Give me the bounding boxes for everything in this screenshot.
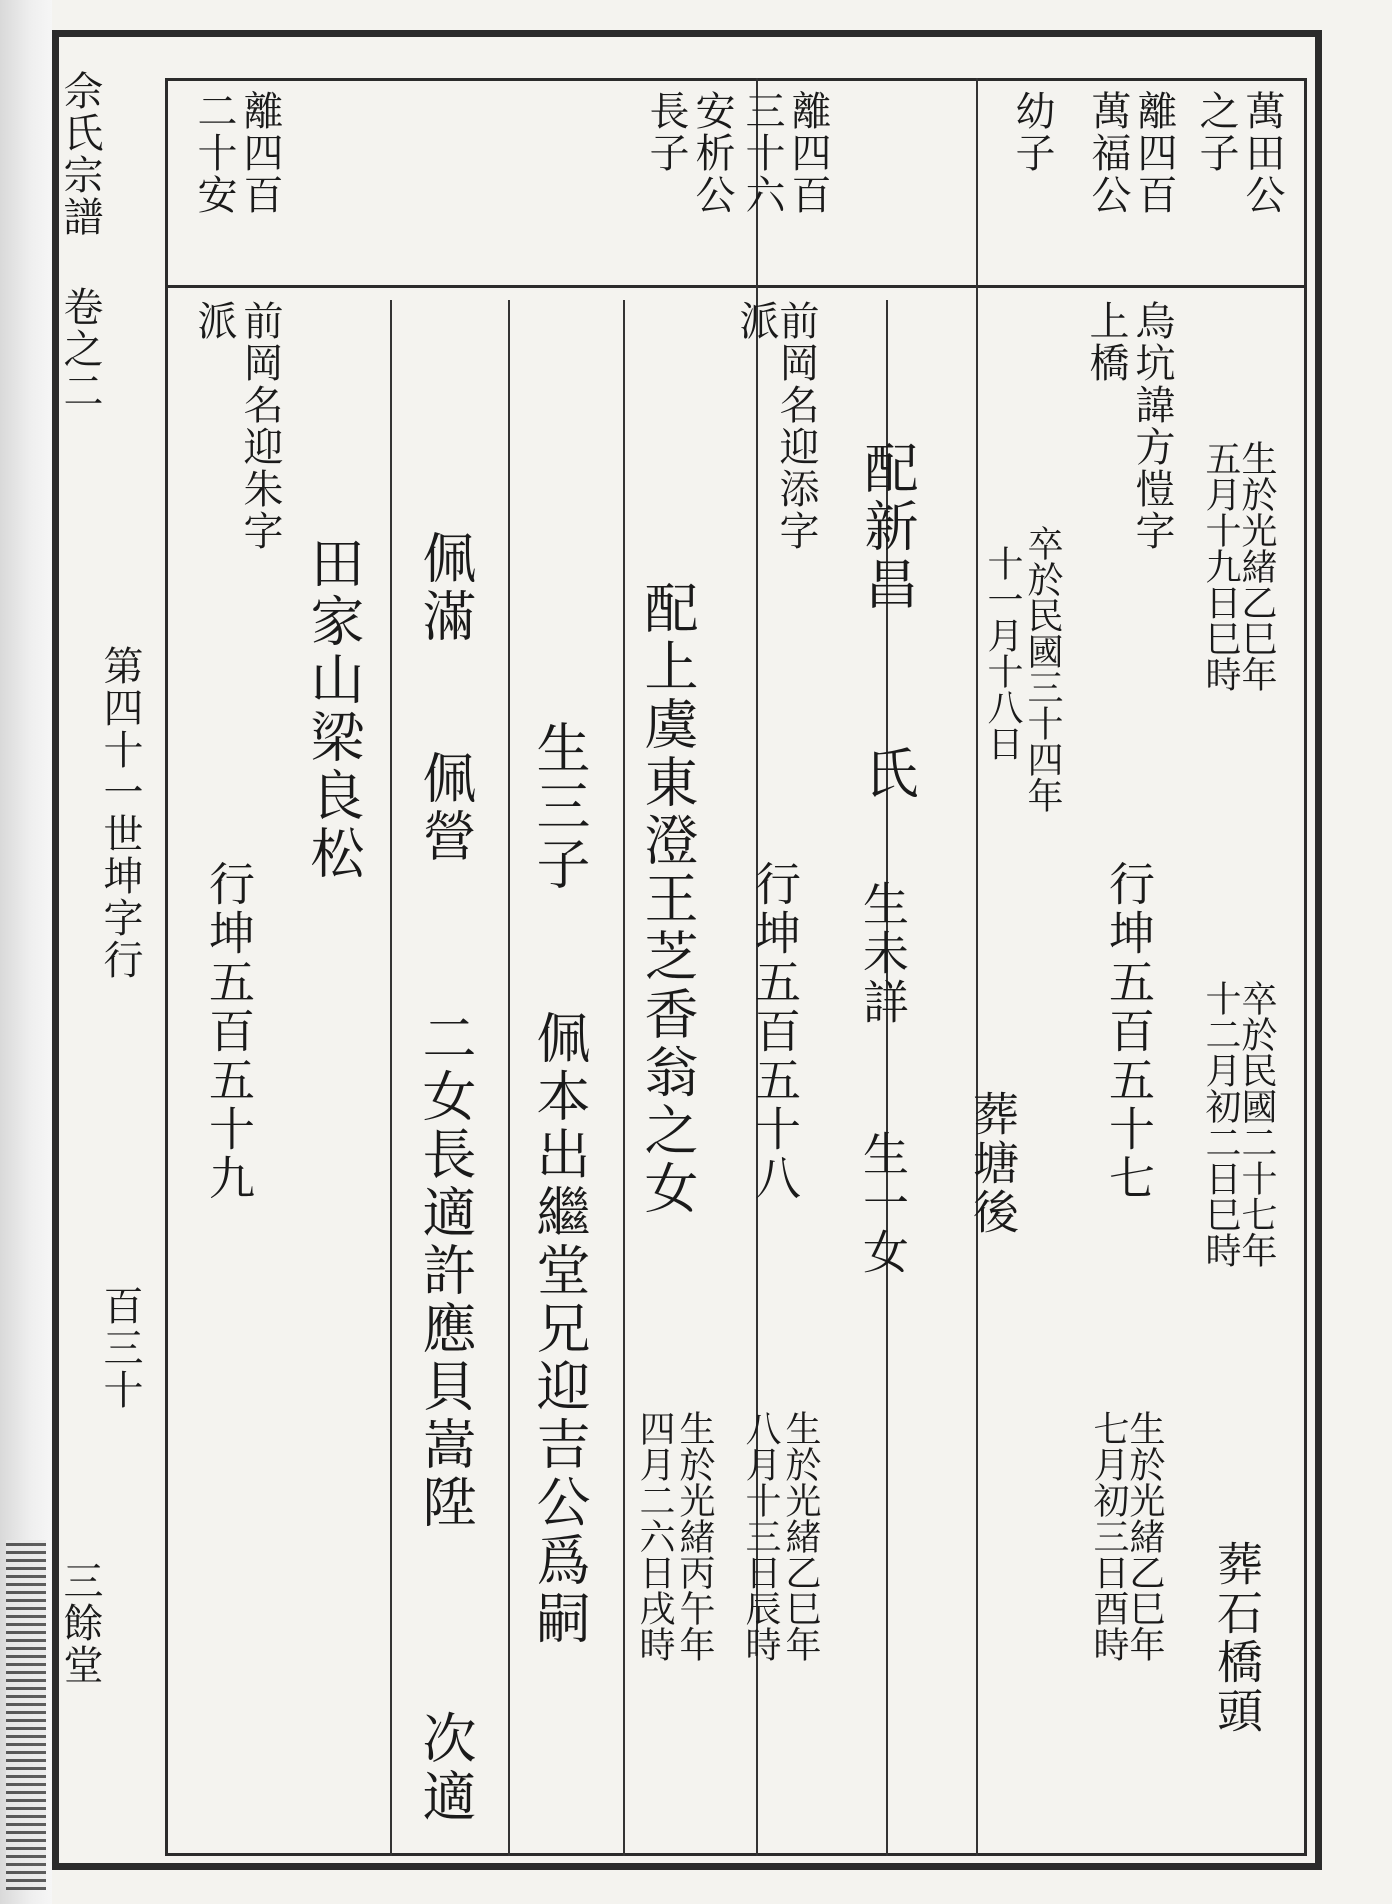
upper-entry-3: 幼子 — [1009, 90, 1055, 174]
upper-entry-2: 離四百 — [1131, 90, 1177, 216]
spouse-origin: 配新昌 — [856, 440, 919, 614]
birth-date: 七月初三日酉時 — [1088, 1410, 1129, 1662]
birth-date: 生於光緒乙巳年 — [1124, 1410, 1165, 1662]
birth-date: 五月十九日巳時 — [1200, 440, 1241, 692]
spouse-birth: 四月二六日戌時 — [634, 1410, 675, 1662]
upper-entry-1: 萬田公 — [1239, 90, 1285, 216]
spouse-birth: 生於光緒丙午年 — [674, 1410, 715, 1662]
person-name: 前岡名迎朱字 — [237, 300, 283, 552]
death-date: 十二月初二日巳時 — [1200, 980, 1241, 1268]
rank: 行坤五百五十九 — [202, 860, 256, 1203]
upper-entry-6: 離四百 — [237, 90, 283, 216]
death-date: 十一月十八日 — [982, 545, 1023, 761]
burial-place: 葬石橋頭 — [1210, 1540, 1264, 1736]
column-rule — [508, 300, 510, 1856]
person-name: 前岡名迎添字 — [773, 300, 819, 552]
daughters-note: 次適 — [414, 1710, 477, 1826]
son-name: 佩營 — [414, 750, 477, 866]
rank: 行坤五百五十七 — [1102, 860, 1156, 1203]
person-name: 烏坑諱方愷字 — [1129, 300, 1175, 552]
children: 生一女 — [856, 1130, 910, 1277]
person-origin: 派 — [733, 300, 779, 342]
book-title: 佘氏宗譜 卷之二 — [57, 70, 103, 412]
column-rule — [976, 78, 978, 1856]
spouse-surname: 氏 — [856, 745, 919, 803]
upper-entry-4: 三十六 — [739, 90, 785, 216]
rank: 行坤五百五十八 — [748, 860, 802, 1203]
column-rule — [623, 300, 625, 1856]
column-rule — [390, 300, 392, 1856]
birth-date: 八月十三日辰時 — [740, 1410, 781, 1662]
page-number: 百三十 — [97, 1285, 143, 1411]
upper-entry-5: 長子 — [643, 90, 689, 174]
upper-entry-2: 萬福公 — [1085, 90, 1131, 216]
death-date: 卒於民國二十七年 — [1236, 980, 1277, 1268]
person-origin: 派 — [191, 300, 237, 342]
death-date: 卒於民國三十四年 — [1022, 525, 1063, 813]
children: 生三子 — [528, 720, 591, 894]
spouse: 配上虞東澄王芝香翁之女 — [636, 580, 699, 1218]
page-stack-edge — [6, 1540, 46, 1890]
adoption-note: 佩本出繼堂兄迎吉公爲嗣 — [528, 1010, 591, 1648]
upper-entry-5: 安析公 — [689, 90, 735, 216]
upper-register-rule — [165, 285, 1307, 288]
upper-entry-6: 二十安 — [191, 90, 237, 216]
birth-date: 生於光緒乙巳年 — [1236, 440, 1277, 692]
generation-label: 第四十一世坤字行 — [97, 645, 143, 981]
birth-date: 生於光緒乙巳年 — [780, 1410, 821, 1662]
spouse-birth: 生未詳 — [856, 880, 910, 1027]
daughter-spouse: 田家山梁良松 — [302, 535, 365, 883]
upper-entry-4: 離四百 — [785, 90, 831, 216]
hall-name: 三餘堂 — [57, 1560, 103, 1686]
son-name: 佩滿 — [414, 530, 477, 646]
daughters-note: 二女長適許應貝嵩陞 — [414, 1010, 477, 1532]
burial-place: 葬塘後 — [966, 1090, 1020, 1237]
person-origin: 上橋 — [1083, 300, 1129, 384]
upper-entry-1: 之子 — [1193, 90, 1239, 174]
